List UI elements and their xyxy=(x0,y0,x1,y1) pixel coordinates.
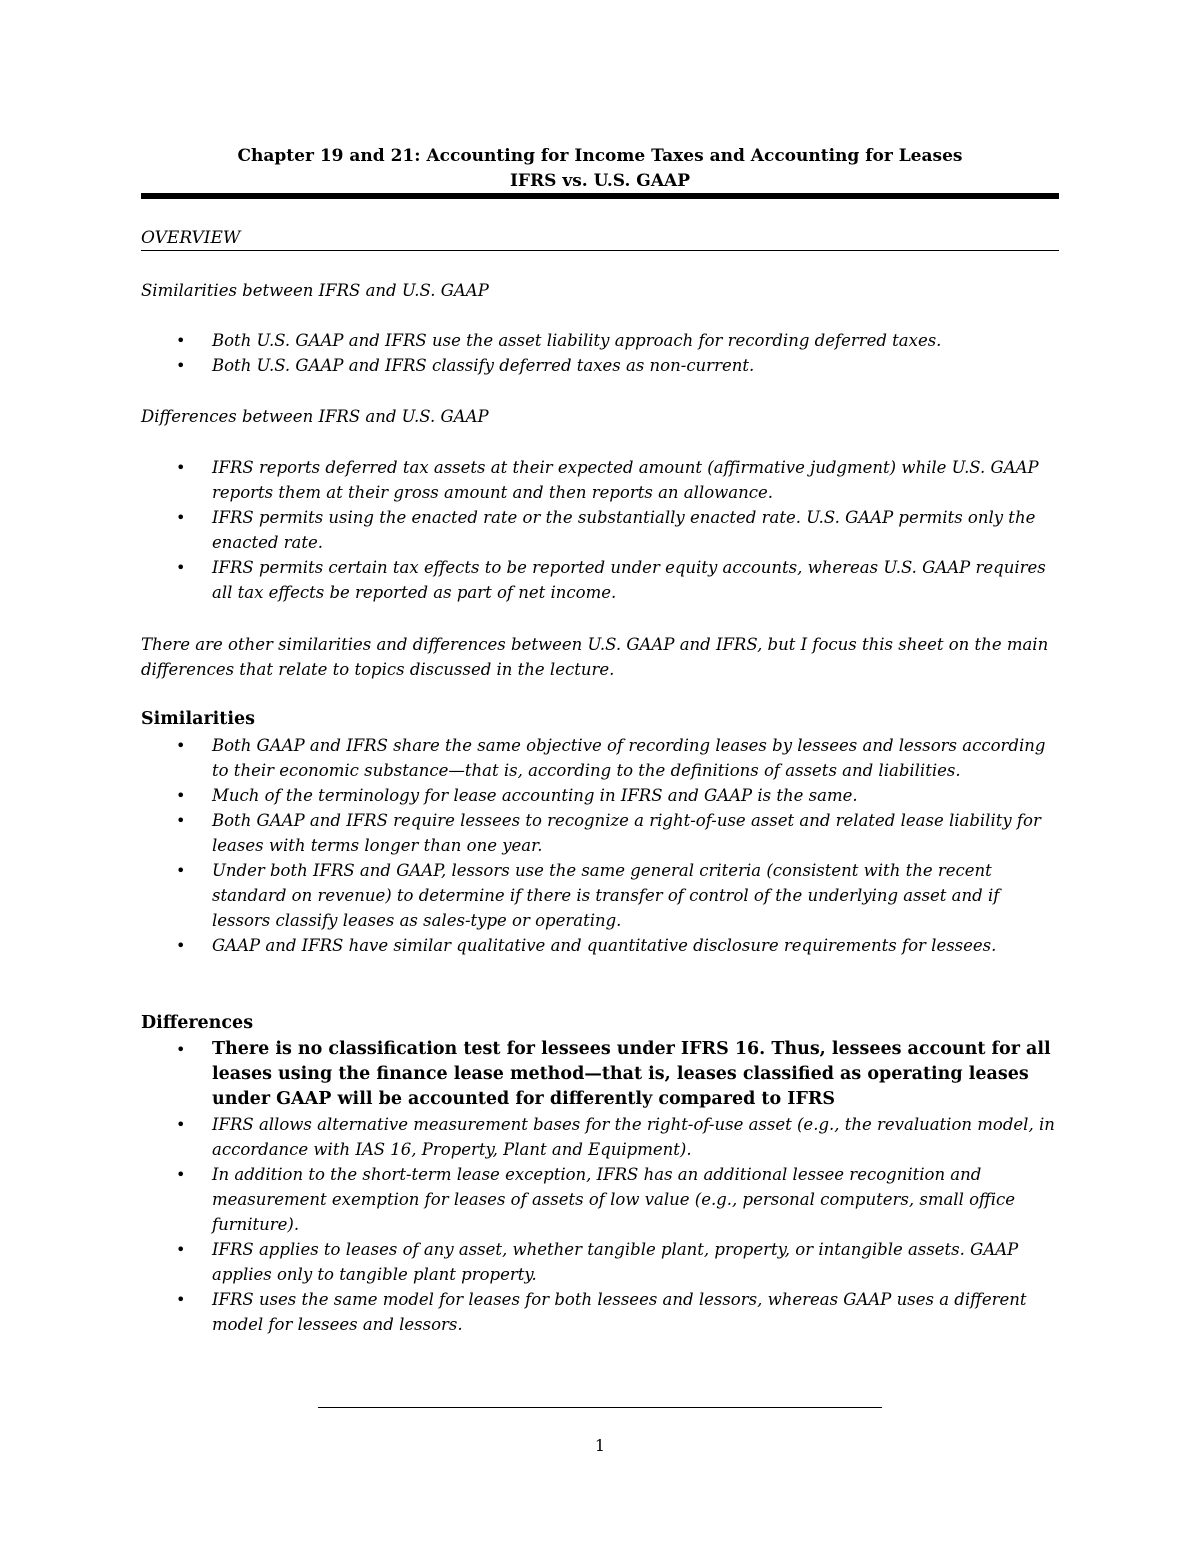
list-item: • IFRS reports deferred tax assets at their expected amount (affirmative judgment) while U.S. GAAP reports them at their gross amount and then reports an allowance. xyxy=(141,455,1059,505)
document-subtitle: IFRS vs. U.S. GAAP xyxy=(509,171,690,191)
list-item: • Under both IFRS and GAAP, lessors use the same general criteria (consistent with the recent standard on revenue) to determine if there is transfer of control of the underlying asset and if lessors classify leases as sales-type or operating. xyxy=(141,858,1059,933)
lease-similarities-list xyxy=(141,733,1059,958)
page-number: 1 xyxy=(594,1436,606,1455)
list-item: • IFRS applies to leases of any asset, whether tangible plant, property, or intangible assets. GAAP applies only to tangible plant property. xyxy=(141,1237,1059,1287)
bullet-icon: • xyxy=(176,1165,186,1184)
bullet-icon: • xyxy=(176,936,186,955)
list-item: • Much of the terminology for lease accounting in IFRS and GAAP is the same. xyxy=(141,783,1059,808)
overview-heading: OVERVIEW xyxy=(141,228,241,248)
bullet-icon: • xyxy=(176,786,186,805)
lease-differences-heading: Differences xyxy=(141,1013,254,1033)
lease-differences-list xyxy=(141,1037,1059,1337)
bullet-icon: • xyxy=(176,861,186,880)
list-item: • IFRS permits certain tax effects to be reported under equity accounts, whereas U.S. GAAP requires all tax effects be reported as part of net income. xyxy=(141,555,1059,605)
tax-similarities-list xyxy=(141,328,1059,378)
bullet-icon: • xyxy=(176,1240,186,1259)
list-item: • IFRS permits using the enacted rate or the substantially enacted rate. U.S. GAAP permits only the enacted rate. xyxy=(141,505,1059,555)
tax-similarities-intro: Similarities between IFRS and U.S. GAAP xyxy=(141,281,489,300)
scope-note: There are other similarities and differences between U.S. GAAP and IFRS, but I focus this sheet on the main differences that relate to topics discussed in the lecture. xyxy=(141,635,1049,679)
bullet-icon: • xyxy=(176,558,186,577)
lease-similarities-heading: Similarities xyxy=(141,709,256,729)
list-item: • There is no classification test for lessees under IFRS 16. Thus, lessees account for all leases using the finance lease method—that is, leases classified as operating leases under GAAP will be accounted for differently compared to IFRS xyxy=(176,1039,1051,1109)
bullet-icon: • xyxy=(176,1040,186,1059)
bullet-icon: • xyxy=(176,356,186,375)
list-item: • IFRS allows alternative measurement bases for the right-of-use asset (e.g., the revaluation model, in accordance with IAS 16, Property, Plant and Equipment). xyxy=(141,1112,1059,1162)
bullet-icon: • xyxy=(176,736,186,755)
overview-divider xyxy=(141,250,1059,251)
title-divider xyxy=(141,193,1059,199)
list-item: • IFRS uses the same model for leases for both lessees and lessors, whereas GAAP uses a different model for lessees and lessors. xyxy=(141,1287,1059,1337)
bullet-icon: • xyxy=(176,1115,186,1134)
tax-differences-intro: Differences between IFRS and U.S. GAAP xyxy=(141,407,489,426)
list-item: • Both U.S. GAAP and IFRS classify deferred taxes as non-current. xyxy=(141,353,1059,378)
bullet-icon: • xyxy=(176,458,186,477)
bullet-icon: • xyxy=(176,1290,186,1309)
bullet-icon: • xyxy=(176,508,186,527)
list-item: • GAAP and IFRS have similar qualitative and quantitative disclosure requirements for lessees. xyxy=(141,933,1059,958)
list-item: • Both GAAP and IFRS share the same objective of recording leases by lessees and lessors according to their economic substance—that is, according to the definitions of assets and liabilities. xyxy=(141,733,1059,783)
bullet-icon: • xyxy=(176,331,186,350)
list-item: • Both U.S. GAAP and IFRS use the asset liability approach for recording deferred taxes. xyxy=(141,328,1059,353)
tax-differences-list xyxy=(141,455,1059,605)
list-item: • In addition to the short-term lease exception, IFRS has an additional lessee recognition and measurement exemption for leases of assets of low value (e.g., personal computers, small office furniture). xyxy=(141,1162,1059,1237)
footer-divider xyxy=(318,1407,882,1408)
document-title: Chapter 19 and 21: Accounting for Income Taxes and Accounting for Leases xyxy=(237,146,963,166)
list-item: • Both GAAP and IFRS require lessees to recognize a right-of-use asset and related lease liability for leases with terms longer than one year. xyxy=(141,808,1059,858)
bullet-icon: • xyxy=(176,811,186,830)
